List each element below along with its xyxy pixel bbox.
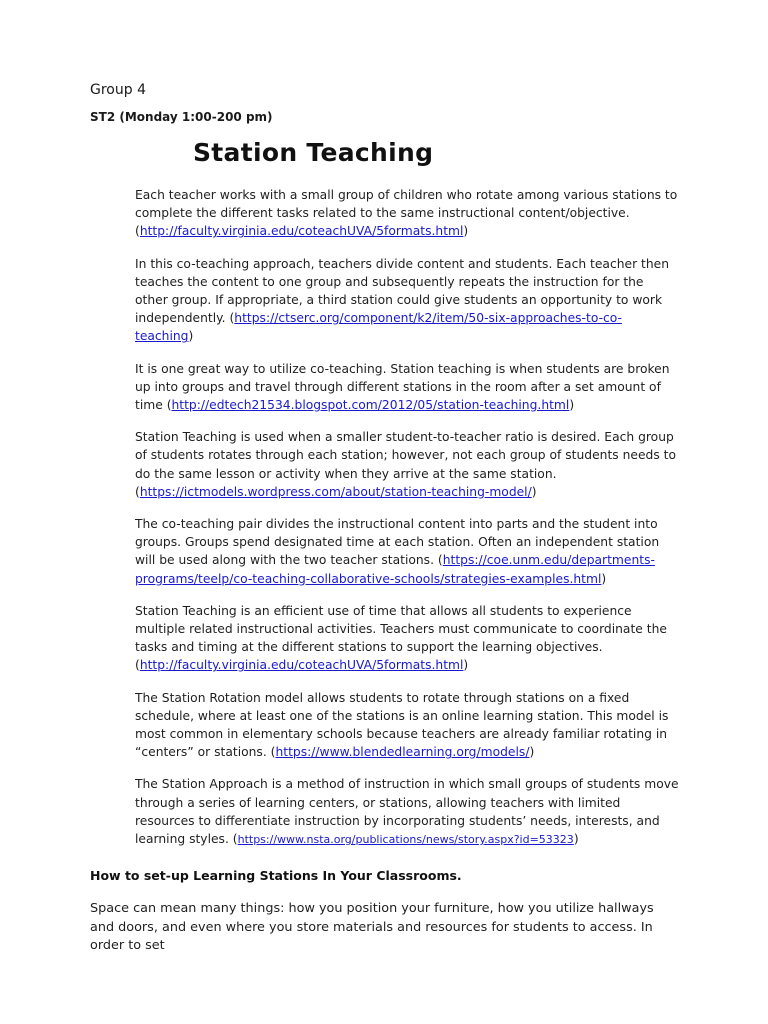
paragraph-text: ) — [601, 571, 607, 586]
paragraph-text: The Station Approach is a method of instruction in which small groups of students move through a series of learning centers, or stations, allowing teachers with limited resources to differentiate instruction by incorporating students’ needs, interests, and learning styles. ( — [135, 777, 679, 847]
paragraph-text: ) — [463, 224, 469, 239]
paragraph-list — [135, 186, 680, 863]
paragraph-text: Station Teaching is an efficient use of time that allows all students to experience multiple related instructional activities. Teachers must communicate to coordinate the tasks and timing at the different stations to support the learning objectives. ( — [135, 603, 667, 673]
section-heading: How to set-up Learning Stations In Your Classrooms. — [90, 868, 462, 883]
paragraph — [135, 689, 680, 762]
group-label: Group 4 — [90, 82, 146, 98]
paragraph-text: The co-teaching pair divides the instructional content into parts and the student into groups. Groups spend designated time at each station. Often an independent station will be used along with the two teacher stations. ( — [135, 517, 660, 568]
source-link[interactable]: https://coe.unm.edu/departments-programs/teelp/co-teaching-collaborative-schools/strategies-examples.html — [135, 553, 655, 586]
source-link[interactable]: https://ictmodels.wordpress.com/about/station-teaching-model/ — [139, 484, 532, 499]
paragraph-text: ) — [463, 658, 469, 673]
paragraph-text: In this co-teaching approach, teachers divide content and students. Each teacher then teaches the content to one group and subsequently repeats the instruction for the other group. If appropriate, a third station could give students an opportunity to work independently. ( — [135, 256, 670, 326]
paragraph — [135, 515, 680, 588]
source-link[interactable]: http://faculty.virginia.edu/coteachUVA/5formats.html — [139, 224, 464, 239]
paragraph-text: ) — [573, 832, 579, 847]
source-link[interactable]: https://www.blendedlearning.org/models/ — [275, 745, 530, 760]
paragraph-text: ) — [531, 484, 537, 499]
paragraph-text: ) — [529, 745, 535, 760]
page-title: Station Teaching — [193, 138, 434, 167]
paragraph — [135, 428, 680, 501]
paragraph — [135, 602, 680, 675]
source-link[interactable]: https://www.nsta.org/publications/news/story.aspx?id=53323 — [237, 833, 574, 847]
section-paragraph: Space can mean many things: how you position your furniture, how you utilize hallways and doors, and even where you store materials and resources for students to access. In order to set — [90, 901, 654, 953]
paragraph — [135, 255, 680, 346]
paragraph-text: ) — [188, 329, 194, 344]
paragraph — [135, 360, 680, 415]
source-link[interactable]: http://faculty.virginia.edu/coteachUVA/5formats.html — [139, 658, 464, 673]
paragraph — [135, 186, 680, 241]
source-link[interactable]: http://edtech21534.blogspot.com/2012/05/station-teaching.html — [171, 398, 570, 413]
paragraph-text: The Station Rotation model allows students to rotate through stations on a fixed schedule, where at least one of the stations is an online learning station. This model is most common in elementary schools because teachers are already familiar rotating in “centers” or stations. ( — [135, 690, 669, 760]
source-link[interactable]: https://ctserc.org/component/k2/item/50-six-approaches-to-co-teaching — [135, 311, 622, 344]
paragraph-text: ) — [569, 398, 575, 413]
paragraph-text: Station Teaching is used when a smaller student-to-teacher ratio is desired. Each group of students rotates through each station; however, not each group of students needs to do the same lesson or activity when they arrive at the same station. ( — [135, 430, 676, 499]
paragraph — [135, 775, 680, 849]
paragraph-text: It is one great way to utilize co-teaching. Station teaching is when students are broken up into groups and travel through different stations in the room after a set amount of time ( — [135, 361, 670, 413]
session-label: ST2 (Monday 1:00-200 pm) — [90, 110, 273, 124]
paragraph-text: Each teacher works with a small group of children who rotate among various stations to complete the different tasks related to the same instructional content/objective. ( — [135, 188, 678, 239]
